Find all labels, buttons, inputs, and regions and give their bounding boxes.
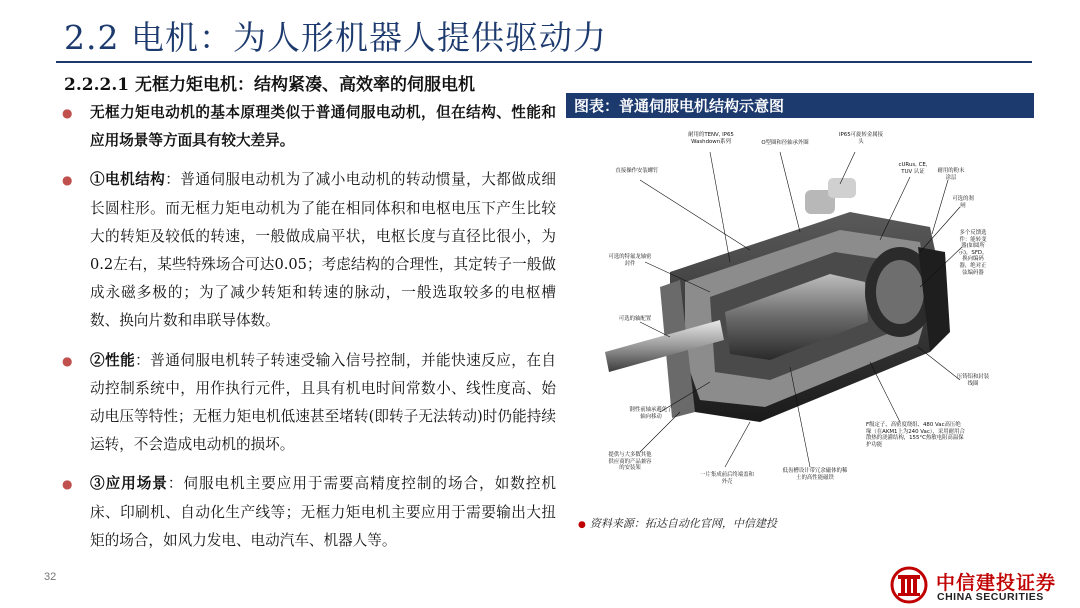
paragraph-text: ：普通伺服电机转子转速受输入信号控制，并能快速反应，在自动控制系统中，用作执行元件，且具有机电时间常数小、线性度高、始动电压等特性；无框力矩电机低速甚至堵转(即转子无法转动)时仍能持续运转，不会造成电动机的损坏。	[90, 351, 556, 454]
page-title: 2.2 电机：为人形机器人提供驱动力	[64, 18, 607, 57]
callout-label: IP65可旋转金属接头	[838, 132, 884, 145]
paragraph-label: ①电机结构	[90, 171, 166, 189]
bullet-dot: ●	[62, 173, 73, 188]
paragraph-structure	[60, 166, 556, 335]
source-bullet: ●	[578, 520, 586, 530]
callout-label: 低齿槽设计带冗余磁体的稀土的高性能磁铁	[782, 468, 848, 481]
paragraph-application	[60, 470, 556, 555]
callout-label: O型圈和径轴承外圈	[761, 140, 809, 146]
citic-logo-icon	[890, 566, 928, 604]
paragraph-text: ：伺服电机主要应用于需要高精度控制的场合，如数控机床、印刷机、自动化生产线等；无框力矩电机主要应用于需要输出大扭矩的场合，如风力发电、电动汽车、机器人等。	[90, 475, 556, 549]
paragraph-label: ②性能	[90, 351, 136, 369]
paragraph-intro	[60, 99, 556, 155]
figure-source	[578, 515, 777, 531]
logo-chinese-name: 中信建投证券	[936, 572, 1057, 594]
paragraph-performance	[60, 347, 556, 460]
company-logo	[890, 566, 1070, 606]
callout-label: F级定子、高密度绕组、480 Vac高压绝缘（在AKM1上为240 Vac），采用耐用合散热的浇灌结构，155°C热敏电阻高温保护功能	[866, 422, 965, 448]
text-column	[60, 99, 556, 566]
callout-label: 耐用的TENV, IP65 Washdown系列	[688, 132, 734, 145]
page-number: 32	[44, 571, 57, 583]
callout-label: cURus, CE, TUV 认证	[898, 162, 928, 175]
callout-label: 提供与大多数其他供应商的产品兼容的安装架	[608, 452, 652, 472]
paragraph-text: 无框力矩电动机的基本原理类似于普通伺服电动机，但在结构、性能和应用场景等方面具有较大差异。	[90, 104, 556, 150]
title-divider	[56, 61, 1032, 63]
figure-caption: 图表：普通伺服电机结构示意图	[574, 97, 785, 115]
bullet-dot: ●	[62, 106, 73, 120]
bullet-dot: ●	[62, 353, 73, 368]
callout-label: 钢性前轴承避免了轴向移动	[629, 407, 673, 420]
callout-label: 可选的轴配置	[618, 316, 652, 322]
callout-label: 一片集成前后终端盖和外壳	[700, 472, 754, 485]
source-text: 资料来源：拓达自动化官网，中信建投	[589, 517, 777, 530]
paragraph-text: ：普通伺服电动机为了减小电动机的转动惯量，大都做成细长圆柱形。而无框力矩电动机为了能在相同体积和电枢电压下产生比较大的转矩及较低的转速，一般做成扁平状，电枢长度与直径比很小，为0.2左右，某些特殊场合可达0.05；考虑结构的合理性，其定转子一般做成永磁多极的；为了减少转矩和转速的脉动，一般选取较多的电枢槽数、换向片数和串联导体数。	[90, 171, 556, 330]
callout-label: 耐用的粉末涂层	[937, 168, 965, 181]
callout-label: 可选的刹闸	[952, 196, 974, 209]
section-subtitle: 2.2.2.1 无框力矩电机：结构紧凑、高效率的伺服电机	[64, 75, 475, 95]
paragraph-label: ③应用场景	[90, 475, 168, 493]
figure-caption-bar	[566, 93, 1034, 118]
logo-english-name: CHINA SECURITIES	[937, 591, 1044, 603]
servo-motor-diagram	[600, 122, 1010, 508]
callout-label: 多个反馈选件：能转变器(如圆所示)，SFD，换向编码器，绝对正弦编码器	[958, 230, 988, 276]
callout-label: 可选的特氟龙轴密封件	[608, 254, 652, 267]
callout-label: 压铸铝和封装线圈	[956, 374, 990, 387]
bullet-dot: ●	[62, 477, 73, 492]
callout-label: 直接操作安装螺钉	[615, 168, 659, 174]
